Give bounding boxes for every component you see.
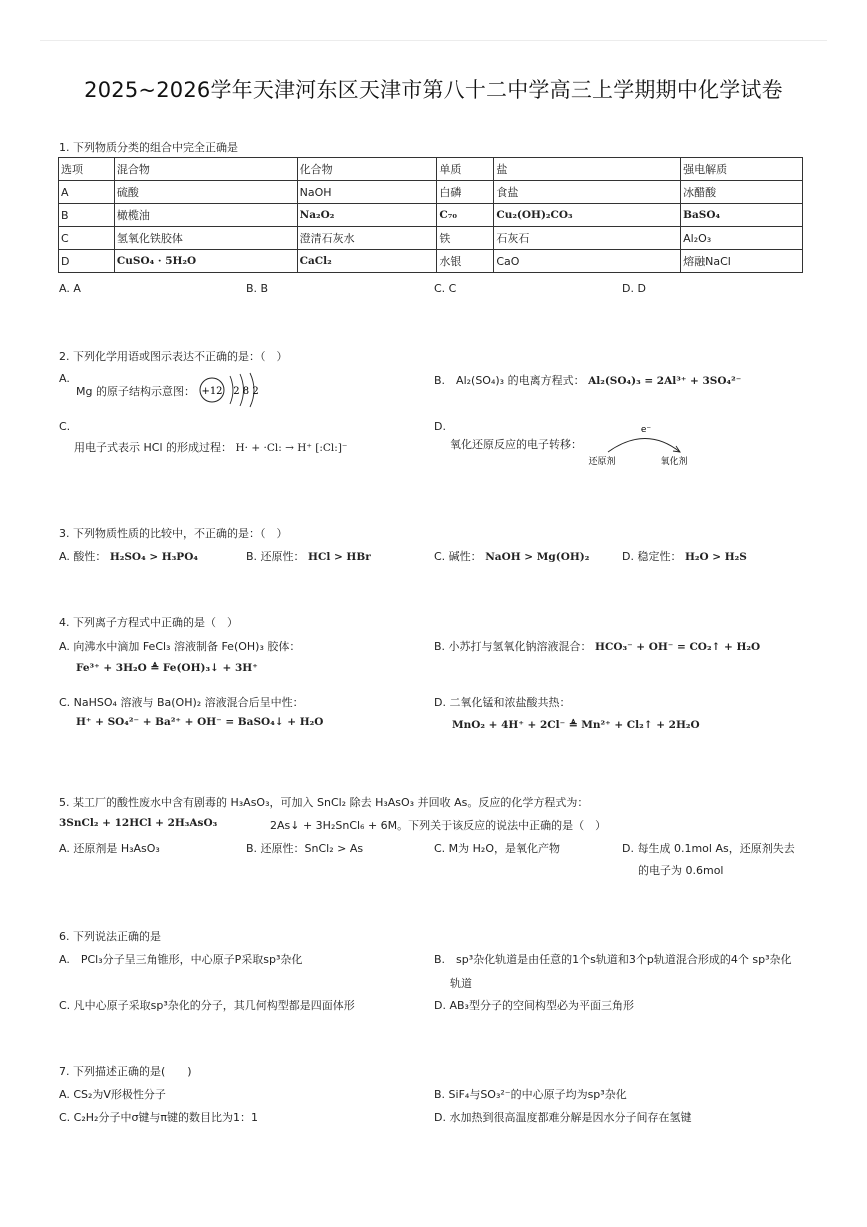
q6-option-b-cont: 轨道 [450, 977, 472, 990]
table-cell: 食盐 [494, 181, 681, 204]
q5-equation-right: 2As↓ + 3H₂SnCl₆ + 6M。下列关于该反应的说法中正确的是（ ） [270, 819, 607, 832]
q6-option-c[interactable]: C. 凡中心原子采取sp³杂化的分子，其几何构型都是四面体形 [59, 999, 355, 1012]
q4-option-b-formula: HCO₃⁻ + OH⁻ = CO₂↑ + H₂O [595, 641, 761, 653]
q7-option-c[interactable]: C. C₂H₂分子中σ键与π键的数目比为1：1 [59, 1111, 259, 1124]
q5-equation-left: 3SnCl₂ + 12HCl + 2H₃AsO₃ [59, 817, 218, 829]
q2-option-c-text [74, 439, 347, 455]
q3-option-c[interactable] [434, 548, 589, 564]
q4-option-b-text: B. 小苏打与氢氧化钠溶液混合： [434, 640, 592, 653]
table-cell: A [59, 181, 115, 204]
q5-option-b[interactable]: B. 还原性：SnCl₂ > As [246, 842, 364, 855]
transfer-arc [608, 439, 680, 453]
q2-option-c-label[interactable]: C. [59, 420, 71, 433]
q5-option-c[interactable]: C. M为 H₂O，是氧化产物 [434, 842, 560, 855]
q6-option-b[interactable]: B. sp³杂化轨道是由任意的1个s轨道和3个p轨道混合形成的4个 sp³杂化 [434, 953, 792, 966]
q2-option-c-desc: 用电子式表示 HCl 的形成过程： [74, 441, 233, 454]
table-cell: C₇₀ [437, 204, 494, 227]
mg-atom-diagram [198, 368, 266, 412]
q1-option-b[interactable]: B. B [246, 282, 269, 295]
table-header-row [59, 158, 803, 181]
q3-option-d-label: D. 稳定性： [622, 550, 682, 563]
q2-option-d-label[interactable]: D. [434, 420, 446, 433]
q4-option-d-text[interactable]: D. 二氧化锰和浓盐酸共热： [434, 696, 571, 709]
q1-stem: 1. 下列物质分类的组合中完全正确是 [59, 141, 238, 154]
q4-option-a-formula: Fe³⁺ + 3H₂O ≜ Fe(OH)₃↓ + 3H⁺ [76, 662, 258, 674]
q5-option-d[interactable]: D. 每生成 0.1mol As，还原剂失去 [622, 842, 795, 855]
q4-option-b[interactable] [434, 638, 760, 654]
q2-option-a-text: Mg 的原子结构示意图： [76, 385, 195, 398]
table-cell: Na₂O₂ [297, 204, 437, 227]
table-cell: Al₂O₃ [681, 227, 803, 250]
q7-stem: 7. 下列描述正确的是( ) [59, 1065, 192, 1078]
table-cell: D [59, 250, 115, 273]
q7-option-b[interactable]: B. SiF₄与SO₃²⁻的中心原子均为sp³杂化 [434, 1088, 627, 1101]
table-cell: NaOH [297, 181, 437, 204]
table-header-cell: 选项 [59, 158, 115, 181]
q3-option-d[interactable] [622, 548, 747, 564]
q2-option-d-text: 氧化还原反应的电子转移： [450, 438, 582, 451]
q4-option-c-text[interactable]: C. NaHSO₄ 溶液与 Ba(OH)₂ 溶液混合后呈中性： [59, 696, 304, 709]
q3-option-a-formula: H₂SO₄ > H₃PO₄ [109, 551, 198, 563]
q5-option-d-cont: 的电子为 0.6mol [638, 864, 724, 877]
oxidant-label: 氧化剂 [660, 457, 688, 467]
q2-option-b-text[interactable] [434, 372, 741, 388]
table-cell: CaCl₂ [297, 250, 437, 273]
q3-option-b-formula: HCl > HBr [308, 551, 371, 563]
q4-option-a-text[interactable]: A. 向沸水中滴加 FeCl₃ 溶液制备 Fe(OH)₃ 胶体： [59, 640, 301, 653]
q2-stem: 2. 下列化学用语或图示表达不正确的是：（ ） [59, 350, 288, 363]
table-cell: 澄清石灰水 [297, 227, 437, 250]
q1-table [58, 157, 803, 273]
q6-option-d[interactable]: D. AB₃型分子的空间构型必为平面三角形 [434, 999, 634, 1012]
q3-option-b-label: B. 还原性： [246, 550, 305, 563]
table-header-cell: 强电解质 [681, 158, 803, 181]
table-cell: 冰醋酸 [681, 181, 803, 204]
table-row [59, 250, 803, 273]
nucleus-label: +12 [201, 386, 223, 397]
table-cell: 水银 [437, 250, 494, 273]
electron-label: e⁻ [640, 425, 652, 435]
table-cell: CaO [494, 250, 681, 273]
table-header-cell: 混合物 [114, 158, 297, 181]
q3-option-c-label: C. 碱性： [434, 550, 482, 563]
q3-stem: 3. 下列物质性质的比较中，不正确的是：（ ） [59, 527, 288, 540]
q1-option-c[interactable]: C. C [434, 282, 457, 295]
q3-option-a-label: A. 酸性： [59, 550, 107, 563]
table-header-cell: 化合物 [297, 158, 437, 181]
q5-option-a[interactable]: A. 还原剂是 H₃AsO₃ [59, 842, 160, 855]
q1-option-a[interactable]: A. A [59, 282, 81, 295]
table-row [59, 204, 803, 227]
table-cell: BaSO₄ [681, 204, 803, 227]
table-cell: Cu₂(OH)₂CO₃ [494, 204, 681, 227]
q3-option-a[interactable] [59, 548, 198, 564]
q4-stem: 4. 下列离子方程式中正确的是（ ） [59, 616, 238, 629]
table-row [59, 227, 803, 250]
page-title: 2025~2026学年天津河东区天津市第八十二中学高三上学期期中化学试卷 [84, 78, 783, 102]
shell-electron-counts: 2 8 2 [233, 386, 259, 397]
q2-option-a-label[interactable]: A. [59, 372, 70, 385]
q4-option-c-formula: H⁺ + SO₄²⁻ + Ba²⁺ + OH⁻ = BaSO₄↓ + H₂O [76, 716, 324, 728]
table-cell: CuSO₄ · 5H₂O [114, 250, 297, 273]
q2-option-b-formula: Al₂(SO₄)₃ = 2Al³⁺ + 3SO₄²⁻ [588, 375, 742, 387]
table-cell: 硫酸 [114, 181, 297, 204]
q4-option-d-formula: MnO₂ + 4H⁺ + 2Cl⁻ ≜ Mn²⁺ + Cl₂↑ + 2H₂O [452, 719, 700, 731]
electron-transfer-diagram [588, 420, 698, 470]
reductant-label: 还原剂 [588, 457, 616, 467]
table-cell: 铁 [437, 227, 494, 250]
q5-stem: 5. 某工厂的酸性废水中含有剧毒的 H₃AsO₃，可加入 SnCl₂ 除去 H₃AsO₃ 并回收 As。反应的化学方程式为： [59, 796, 589, 809]
table-cell: 石灰石 [494, 227, 681, 250]
table-header-cell: 单质 [437, 158, 494, 181]
hcl-electron-formula: H· + ·Cl: → H⁺ [:Cl:]⁻ [235, 442, 348, 454]
q1-option-d[interactable]: D. D [622, 282, 646, 295]
q6-stem: 6. 下列说法正确的是 [59, 930, 161, 943]
table-cell: B [59, 204, 115, 227]
q7-option-d[interactable]: D. 水加热到很高温度都难分解是因水分子间存在氢键 [434, 1111, 692, 1124]
q6-option-a[interactable]: A. PCl₃分子呈三角锥形，中心原子P采取sp³杂化 [59, 953, 303, 966]
table-header-cell: 盐 [494, 158, 681, 181]
header-divider [40, 40, 827, 41]
table-cell: 熔融NaCl [681, 250, 803, 273]
table-row [59, 181, 803, 204]
q3-option-b[interactable] [246, 548, 371, 564]
q2-option-b-label: B. Al₂(SO₄)₃ 的电离方程式： [434, 374, 585, 387]
q7-option-a[interactable]: A. CS₂为V形极性分子 [59, 1088, 166, 1101]
table-cell: 橄榄油 [114, 204, 297, 227]
q3-option-d-formula: H₂O > H₂S [684, 551, 747, 563]
table-cell: 氢氧化铁胶体 [114, 227, 297, 250]
q3-option-c-formula: NaOH > Mg(OH)₂ [485, 551, 590, 563]
table-cell: 白磷 [437, 181, 494, 204]
table-cell: C [59, 227, 115, 250]
